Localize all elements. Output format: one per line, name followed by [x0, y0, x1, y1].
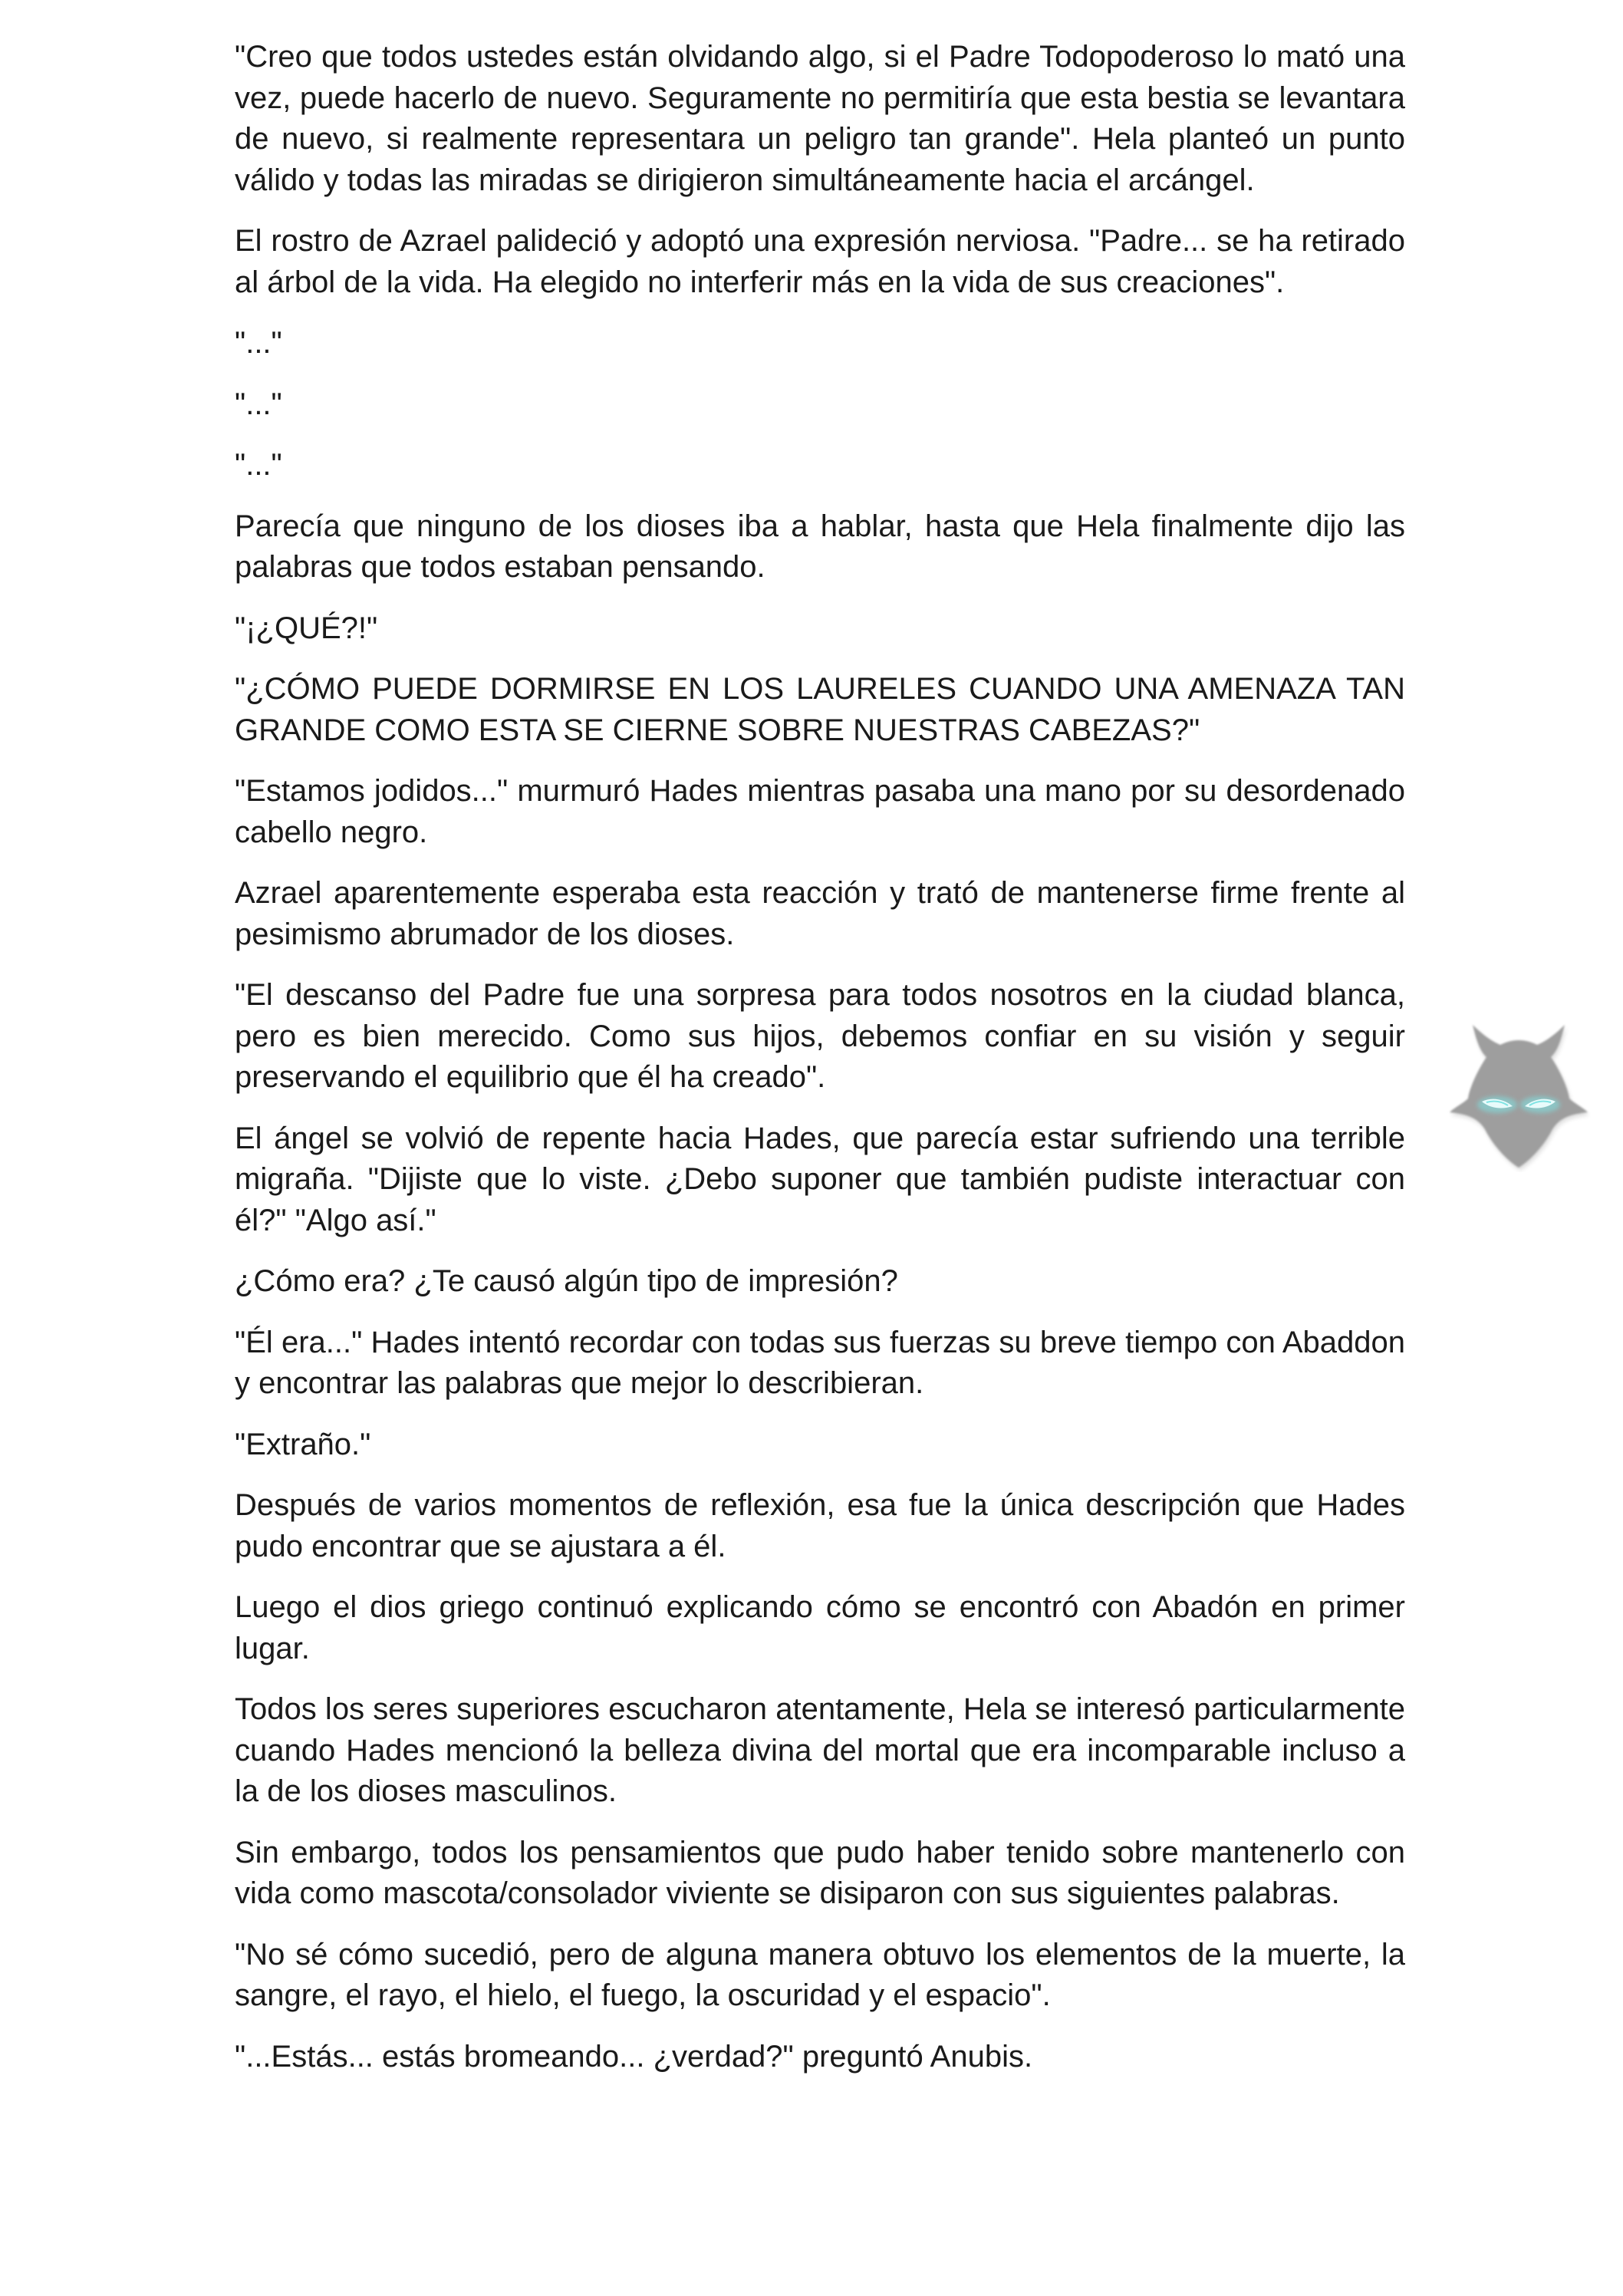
paragraph-20: "No sé cómo sucedió, pero de alguna manera obtuvo los elementos de la muerte, la sangre, el rayo, el hielo, el fuego, la oscuridad y el espacio".: [235, 1937, 1405, 2012]
paragraph-11: "El descanso del Padre fue una sorpresa para todos nosotros en la ciudad blanca, pero es bien merecido. Como sus hijos, debemos confiar en su visión y seguir preservando el equilibrio que él ha creado".: [235, 978, 1405, 1094]
paragraph-17: Luego el dios griego continuó explicando cómo se encontró con Abadón en primer lugar.: [235, 1590, 1405, 1665]
paragraph-3: "...": [235, 326, 282, 360]
paragraph-9: "Estamos jodidos..." murmuró Hades mientras pasaba una mano por su desordenado cabello negro.: [235, 774, 1405, 849]
paragraph-7: "¡¿QUÉ?!": [235, 611, 378, 645]
paragraph-14: "Él era..." Hades intentó recordar con todas sus fuerzas su breve tiempo con Abaddon y encontrar las palabras que mejor lo describieran.: [235, 1325, 1405, 1400]
paragraph-10: Azrael aparentemente esperaba esta reacción y trató de mantenerse firme frente al pesimismo abrumador de los dioses.: [235, 876, 1405, 951]
paragraph-5: "...": [235, 448, 282, 482]
paragraph-21: "...Estás... estás bromeando... ¿verdad?" preguntó Anubis.: [235, 2039, 1033, 2074]
paragraph-8: "¿CÓMO PUEDE DORMIRSE EN LOS LAURELES CUANDO UNA AMENAZA TAN GRANDE COMO ESTA SE CIERNE SOBRE NUESTRAS CABEZAS?": [235, 672, 1405, 747]
paragraph-1: "Creo que todos ustedes están olvidando algo, si el Padre Todopoderoso lo mató una vez, puede hacerlo de nuevo. Seguramente no permitiría que esta bestia se levantara de nuevo, si realmente representara un peligro tan grande". Hela planteó un punto válido y todas las miradas se dirigieron simultáneamente hacia el arcángel.: [235, 40, 1405, 197]
paragraph-4: "...": [235, 387, 282, 421]
paragraph-6: Parecía que ninguno de los dioses iba a hablar, hasta que Hela finalmente dijo las palabras que todos estaban pensando.: [235, 509, 1405, 584]
paragraph-13: ¿Cómo era? ¿Te causó algún tipo de impresión?: [235, 1264, 898, 1298]
demon-head-icon: [1447, 997, 1591, 1172]
paragraph-12: El ángel se volvió de repente hacia Hades, que parecía estar sufriendo una terrible migraña. "Dijiste que lo viste. ¿Debo suponer que también pudiste interactuar con él?" "Algo así.": [235, 1121, 1405, 1237]
paragraph-16: Después de varios momentos de reflexión, esa fue la única descripción que Hades pudo encontrar que se ajustara a él.: [235, 1488, 1405, 1563]
paragraph-18: Todos los seres superiores escucharon atentamente, Hela se interesó particularmente cuando Hades mencionó la belleza divina del mortal que era incomparable incluso a la de los dioses masculinos.: [235, 1692, 1405, 1808]
paragraph-19: Sin embargo, todos los pensamientos que pudo haber tenido sobre mantenerlo con vida como mascota/consolador viviente se disiparon con sus siguientes palabras.: [235, 1835, 1405, 1910]
paragraph-15: "Extraño.": [235, 1427, 371, 1461]
document-body: [235, 37, 1405, 2097]
paragraph-2: El rostro de Azrael palideció y adoptó una expresión nerviosa. "Padre... se ha retirado al árbol de la vida. Ha elegido no interferir más en la vida de sus creaciones".: [235, 224, 1405, 299]
